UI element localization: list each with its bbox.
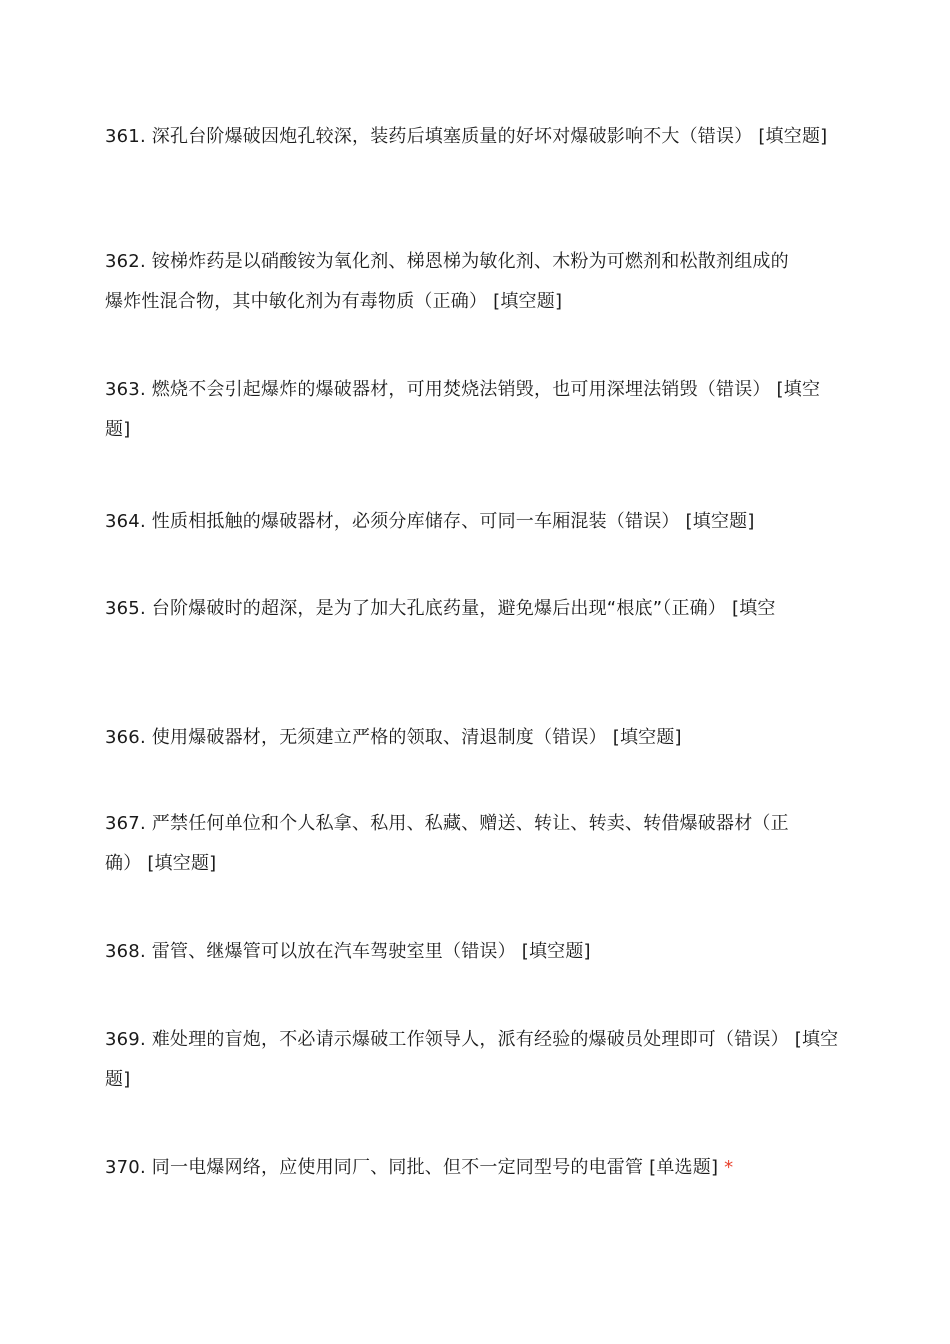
question-362 (105, 242, 805, 322)
question-370 (105, 1148, 840, 1188)
question-369 (105, 1020, 840, 1100)
question-364 (105, 502, 840, 542)
question-368-text: 368. 雷管、继爆管可以放在汽车驾驶室里（错误） [填空题] (105, 941, 591, 962)
question-366 (105, 718, 840, 758)
question-363-text: 363. 燃烧不会引起爆炸的爆破器材，可用焚烧法销毁，也可用深埋法销毁（错误） [填空题] (105, 379, 821, 440)
question-369-text: 369. 难处理的盲炮，不必请示爆破工作领导人，派有经验的爆破员处理即可（错误） [填空题] (105, 1029, 839, 1090)
question-367 (105, 804, 795, 884)
question-365 (105, 589, 840, 629)
question-365-text: 365. 台阶爆破时的超深，是为了加大孔底药量，避免爆后出现“根底”（正确） [填空 (105, 598, 776, 619)
question-363 (105, 370, 840, 450)
question-361-text: 361. 深孔台阶爆破因炮孔较深，装药后填塞质量的好坏对爆破影响不大（错误） [填空题] (105, 126, 828, 147)
question-362-text: 362. 铵梯炸药是以硝酸铵为氧化剂、梯恩梯为敏化剂、木粉为可燃剂和松散剂组成的爆炸性混合物，其中敏化剂为有毒物质（正确） [填空题] (105, 251, 789, 312)
question-367-text: 367. 严禁任何单位和个人私拿、私用、私藏、赠送、转让、转卖、转借爆破器材（正确） [填空题] (105, 813, 789, 874)
question-366-text: 366. 使用爆破器材，无须建立严格的领取、清退制度（错误） [填空题] (105, 727, 682, 748)
question-368 (105, 932, 840, 972)
question-364-text: 364. 性质相抵触的爆破器材，必须分库储存、可同一车厢混装（错误） [填空题] (105, 511, 755, 532)
question-370-text: 370. 同一电爆网络，应使用同厂、同批、但不一定同型号的电雷管 [单选题] (105, 1157, 719, 1178)
required-asterisk: * (724, 1157, 734, 1178)
question-361 (105, 117, 840, 157)
